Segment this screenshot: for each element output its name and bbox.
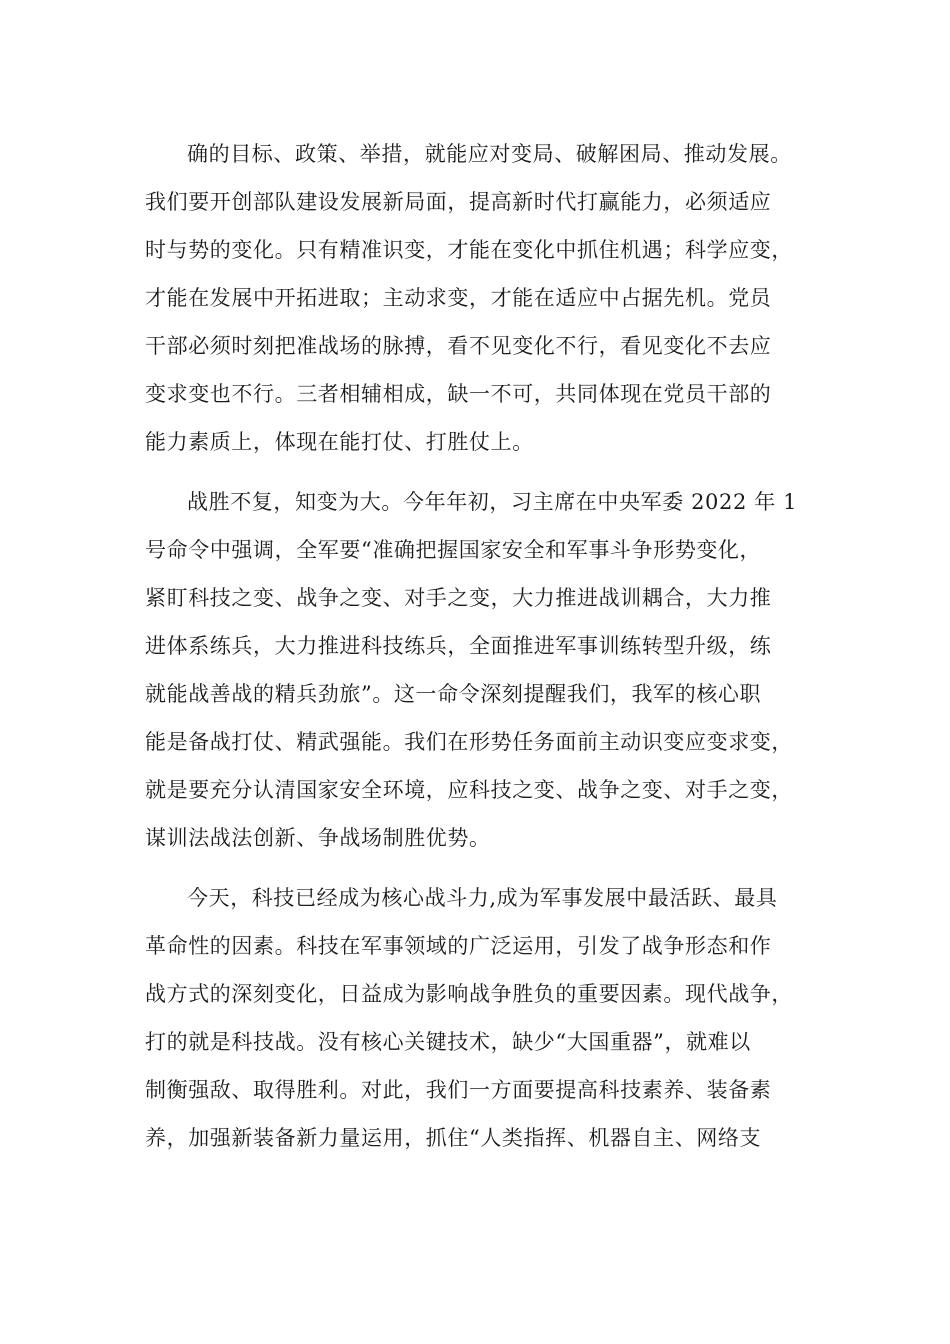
- document-body: [145, 130, 805, 1162]
- text-line: 谋训法战法创新、争战场制胜优势。: [145, 826, 491, 850]
- text-line: 进体系练兵，大力推进科技练兵，全面推进军事训练转型升级，练: [145, 634, 772, 658]
- text-line: 时与势的变化。只有精准识变，才能在变化中抓住机遇；科学应变，: [145, 238, 793, 262]
- text-line: 就是要充分认清国家安全环境，应科技之变、战争之变、对手之变，: [145, 778, 793, 802]
- paragraph-1: [145, 130, 805, 466]
- text-line: 养，加强新装备新力量运用，抓住“人类指挥、机器自主、网络支: [145, 1126, 762, 1150]
- text-line: 就能战善战的精兵劲旅”。这一命令深刻提醒我们，我军的核心职: [145, 682, 762, 706]
- text-line: 革命性的因素。科技在军事领域的广泛运用，引发了战争形态和作: [145, 934, 772, 958]
- text-line: 今天，科技已经成为核心战斗力,成为军事发展中最活跃、最具: [187, 886, 778, 910]
- paragraph-spacer: [145, 862, 805, 874]
- text-line: 我们要开创部队建设发展新局面，提高新时代打赢能力，必须适应: [145, 190, 772, 214]
- text-line: 紧盯科技之变、战争之变、对手之变，大力推进战训耦合，大力推: [145, 586, 772, 610]
- paragraph-spacer: [145, 466, 805, 478]
- text-line: 打的就是科技战。没有核心关键技术，缺少“大国重器”，就难以: [145, 1030, 751, 1054]
- text-line: 才能在发展中开拓进取；主动求变，才能在适应中占据先机。党员: [145, 286, 772, 310]
- text-line: 变求变也不行。三者相辅相成，缺一不可，共同体现在党员干部的: [145, 382, 772, 406]
- text-line: 能是备战打仗、精武强能。我们在形势任务面前主动识变应变求变，: [145, 730, 793, 754]
- paragraph-2: [145, 478, 805, 862]
- text-line: 干部必须时刻把准战场的脉搏，看不见变化不行，看见变化不去应: [145, 334, 772, 358]
- text-line: 战胜不复，知变为大。今年年初，习主席在中央军委 2022 年 1: [187, 490, 798, 514]
- text-line: 制衡强敌、取得胜利。对此，我们一方面要提高科技素养、装备素: [145, 1078, 772, 1102]
- text-line: 确的目标、政策、举措，就能应对变局、破解困局、推动发展。: [187, 142, 792, 166]
- text-line: 能力素质上，体现在能打仗、打胜仗上。: [145, 430, 534, 454]
- text-line: 号命令中强调，全军要“准确把握国家安全和军事斗争形势变化，: [145, 538, 762, 562]
- text-line: 战方式的深刻变化，日益成为影响战争胜负的重要因素。现代战争，: [145, 982, 793, 1006]
- paragraph-3: [145, 874, 805, 1162]
